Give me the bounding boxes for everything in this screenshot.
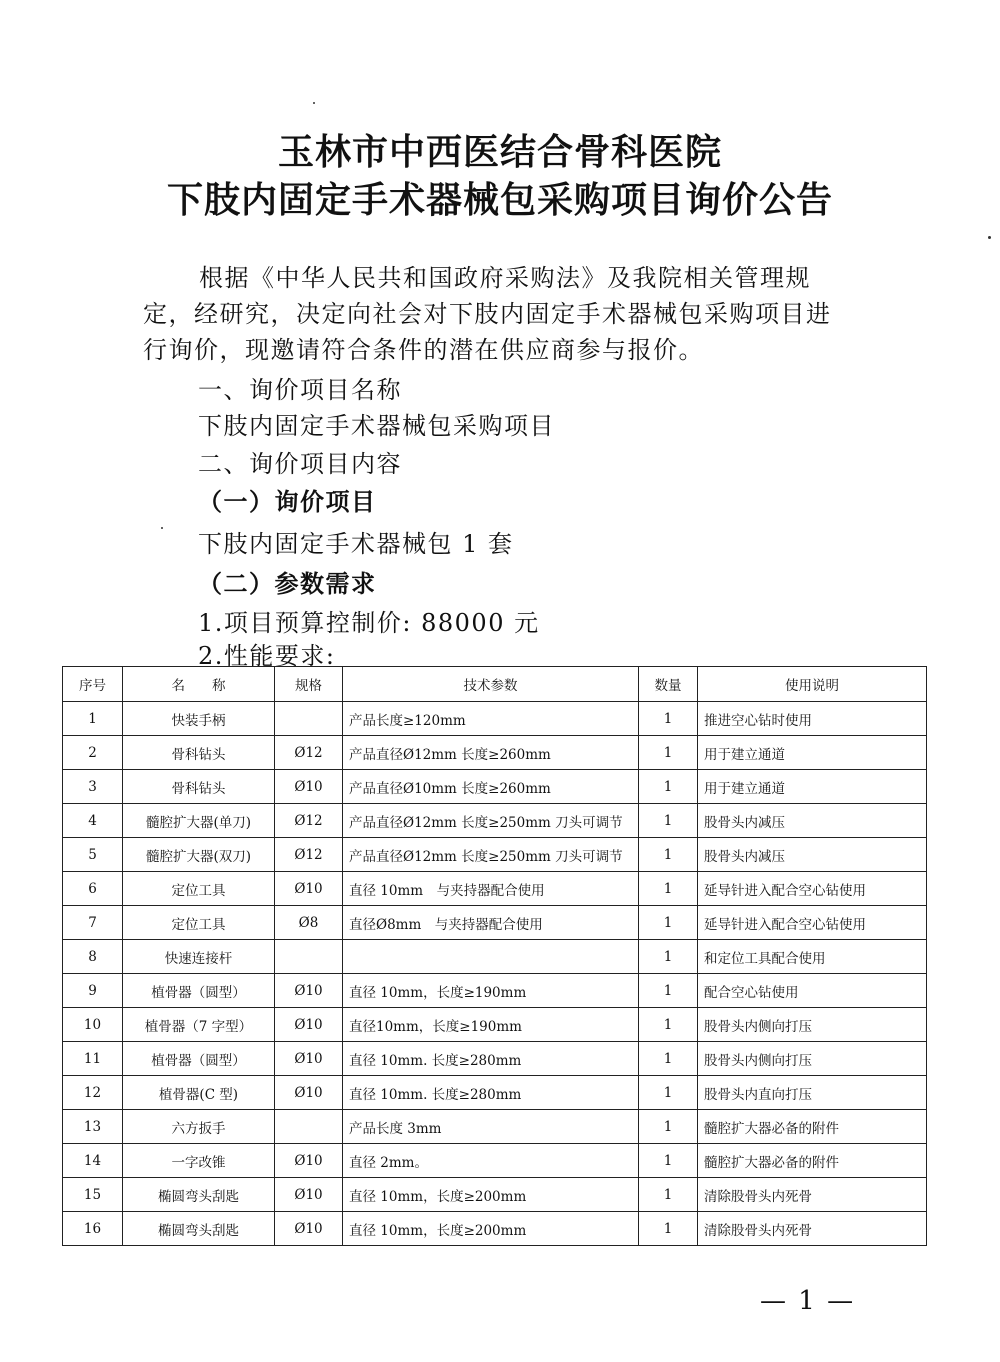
cell-index: 10 <box>63 1008 123 1042</box>
cell-usage: 股骨头内侧向打压 <box>698 1008 927 1042</box>
table-row <box>63 1008 927 1042</box>
cell-tech-params: 直径 2mm。 <box>343 1144 639 1178</box>
cell-index: 12 <box>63 1076 123 1110</box>
table-row <box>63 770 927 804</box>
table-row <box>63 838 927 872</box>
scan-speck <box>313 102 315 104</box>
subsection-1-heading: （一）询价项目 <box>198 487 377 516</box>
page-number: — 1 — <box>760 1286 856 1316</box>
cell-usage: 用于建立通道 <box>698 770 927 804</box>
cell-tech-params: 产品直径Ø12mm 长度≥250mm 刀头可调节 <box>343 838 639 872</box>
cell-usage: 股骨头内直向打压 <box>698 1076 927 1110</box>
cell-index: 8 <box>63 940 123 974</box>
table-row <box>63 1042 927 1076</box>
title-line-2: 下肢内固定手术器械包采购项目询价公告 <box>166 179 833 221</box>
cell-name: 髓腔扩大器(单刀) <box>123 804 275 838</box>
cell-spec: Ø10 <box>275 974 343 1008</box>
cell-name: 快速连接杆 <box>123 940 275 974</box>
cell-spec <box>275 702 343 736</box>
cell-index: 4 <box>63 804 123 838</box>
cell-name: 椭圆弯头刮匙 <box>123 1178 275 1212</box>
cell-spec: Ø10 <box>275 1008 343 1042</box>
cell-quantity: 1 <box>639 974 698 1008</box>
cell-spec: Ø10 <box>275 1212 343 1246</box>
cell-usage: 清除股骨头内死骨 <box>698 1178 927 1212</box>
cell-spec: Ø12 <box>275 736 343 770</box>
cell-name: 植骨器(C 型) <box>123 1076 275 1110</box>
cell-usage: 延导针进入配合空心钻使用 <box>698 906 927 940</box>
cell-name: 快装手柄 <box>123 702 275 736</box>
cell-index: 2 <box>63 736 123 770</box>
cell-index: 9 <box>63 974 123 1008</box>
cell-quantity: 1 <box>639 906 698 940</box>
cell-quantity: 1 <box>639 702 698 736</box>
cell-quantity: 1 <box>639 736 698 770</box>
cell-name: 骨科钻头 <box>123 736 275 770</box>
cell-quantity: 1 <box>639 1178 698 1212</box>
cell-quantity: 1 <box>639 1008 698 1042</box>
table-row <box>63 736 927 770</box>
section-2-heading: 二、询价项目内容 <box>198 450 402 478</box>
scan-speck <box>161 527 163 529</box>
cell-usage: 股骨头内减压 <box>698 838 927 872</box>
section-1-content: 下肢内固定手术器械包采购项目 <box>198 412 555 440</box>
cell-tech-params: 直径 10mm 与夹持器配合使用 <box>343 872 639 906</box>
cell-quantity: 1 <box>639 1042 698 1076</box>
cell-name: 定位工具 <box>123 872 275 906</box>
cell-index: 11 <box>63 1042 123 1076</box>
title-line-1: 玉林市中西医结合骨科医院 <box>277 131 722 173</box>
cell-spec: Ø12 <box>275 838 343 872</box>
cell-usage: 推进空心钻时使用 <box>698 702 927 736</box>
cell-spec: Ø10 <box>275 1178 343 1212</box>
cell-spec: Ø10 <box>275 1076 343 1110</box>
cell-spec: Ø10 <box>275 1042 343 1076</box>
cell-index: 13 <box>63 1110 123 1144</box>
cell-index: 16 <box>63 1212 123 1246</box>
cell-usage: 髓腔扩大器必备的附件 <box>698 1110 927 1144</box>
table-row <box>63 702 927 736</box>
cell-tech-params: 产品长度 3mm <box>343 1110 639 1144</box>
performance-requirements-label: 2.性能要求: <box>198 642 336 670</box>
cell-tech-params: 直径 10mm. 长度≥280mm <box>343 1076 639 1110</box>
cell-name: 椭圆弯头刮匙 <box>123 1212 275 1246</box>
cell-tech-params: 产品直径Ø10mm 长度≥260mm <box>343 770 639 804</box>
cell-usage: 配合空心钻使用 <box>698 974 927 1008</box>
cell-spec: Ø10 <box>275 770 343 804</box>
intro-paragraph: 根据《中华人民共和国政府采购法》及我院相关管理规定，经研究，决定向社会对下肢内固定手术器械包采购项目进行询价，现邀请符合条件的潜在供应商参与报价。 <box>143 264 832 364</box>
cell-tech-params: 直径Ø8mm 与夹持器配合使用 <box>343 906 639 940</box>
table-row <box>63 940 927 974</box>
scan-speck <box>988 236 991 239</box>
cell-quantity: 1 <box>639 1144 698 1178</box>
header-usage: 使用说明 <box>698 667 927 702</box>
cell-quantity: 1 <box>639 1076 698 1110</box>
table-row <box>63 872 927 906</box>
budget-line: 1.项目预算控制价: 88000 元 <box>198 609 540 637</box>
cell-usage: 股骨头内侧向打压 <box>698 1042 927 1076</box>
cell-index: 14 <box>63 1144 123 1178</box>
cell-spec <box>275 1110 343 1144</box>
cell-spec <box>275 940 343 974</box>
header-spec: 规格 <box>275 667 343 702</box>
table-row <box>63 1144 927 1178</box>
cell-quantity: 1 <box>639 1110 698 1144</box>
subsection-2-heading: （二）参数需求 <box>198 569 377 598</box>
cell-spec: Ø12 <box>275 804 343 838</box>
cell-tech-params: 直径 10mm，长度≥200mm <box>343 1212 639 1246</box>
table-row <box>63 1110 927 1144</box>
table-header-row <box>63 667 927 702</box>
cell-name: 植骨器（7 字型） <box>123 1008 275 1042</box>
cell-usage: 股骨头内减压 <box>698 804 927 838</box>
cell-quantity: 1 <box>639 872 698 906</box>
cell-quantity: 1 <box>639 940 698 974</box>
cell-index: 5 <box>63 838 123 872</box>
cell-name: 髓腔扩大器(双刀) <box>123 838 275 872</box>
subsection-1-content: 下肢内固定手术器械包 1 套 <box>198 530 514 558</box>
table-row <box>63 974 927 1008</box>
cell-tech-params: 产品直径Ø12mm 长度≥250mm 刀头可调节 <box>343 804 639 838</box>
cell-usage: 用于建立通道 <box>698 736 927 770</box>
cell-quantity: 1 <box>639 1212 698 1246</box>
cell-spec: Ø10 <box>275 1144 343 1178</box>
cell-usage: 延导针进入配合空心钻使用 <box>698 872 927 906</box>
cell-index: 7 <box>63 906 123 940</box>
cell-usage: 和定位工具配合使用 <box>698 940 927 974</box>
table-row <box>63 906 927 940</box>
table-row <box>63 1178 927 1212</box>
header-name: 名 称 <box>123 667 275 702</box>
cell-index: 6 <box>63 872 123 906</box>
table-row <box>63 1212 927 1246</box>
cell-usage: 髓腔扩大器必备的附件 <box>698 1144 927 1178</box>
header-index: 序号 <box>63 667 123 702</box>
cell-spec: Ø10 <box>275 872 343 906</box>
header-quantity: 数量 <box>639 667 698 702</box>
cell-index: 1 <box>63 702 123 736</box>
table-row <box>63 804 927 838</box>
cell-tech-params: 产品直径Ø12mm 长度≥260mm <box>343 736 639 770</box>
cell-tech-params: 直径 10mm. 长度≥280mm <box>343 1042 639 1076</box>
cell-tech-params: 直径 10mm，长度≥190mm <box>343 974 639 1008</box>
cell-quantity: 1 <box>639 804 698 838</box>
cell-name: 植骨器（圆型） <box>123 974 275 1008</box>
cell-name: 六方扳手 <box>123 1110 275 1144</box>
cell-name: 骨科钻头 <box>123 770 275 804</box>
cell-index: 3 <box>63 770 123 804</box>
cell-quantity: 1 <box>639 770 698 804</box>
cell-usage: 清除股骨头内死骨 <box>698 1212 927 1246</box>
cell-tech-params <box>343 940 639 974</box>
cell-name: 一字改锥 <box>123 1144 275 1178</box>
cell-name: 定位工具 <box>123 906 275 940</box>
header-tech-params: 技术参数 <box>343 667 639 702</box>
cell-index: 15 <box>63 1178 123 1212</box>
cell-quantity: 1 <box>639 838 698 872</box>
cell-tech-params: 直径10mm，长度≥190mm <box>343 1008 639 1042</box>
cell-spec: Ø8 <box>275 906 343 940</box>
spec-table <box>62 666 927 1246</box>
cell-name: 植骨器（圆型） <box>123 1042 275 1076</box>
cell-tech-params: 直径 10mm，长度≥200mm <box>343 1178 639 1212</box>
cell-tech-params: 产品长度≥120mm <box>343 702 639 736</box>
table-row <box>63 1076 927 1110</box>
section-1-heading: 一、询价项目名称 <box>198 376 402 404</box>
